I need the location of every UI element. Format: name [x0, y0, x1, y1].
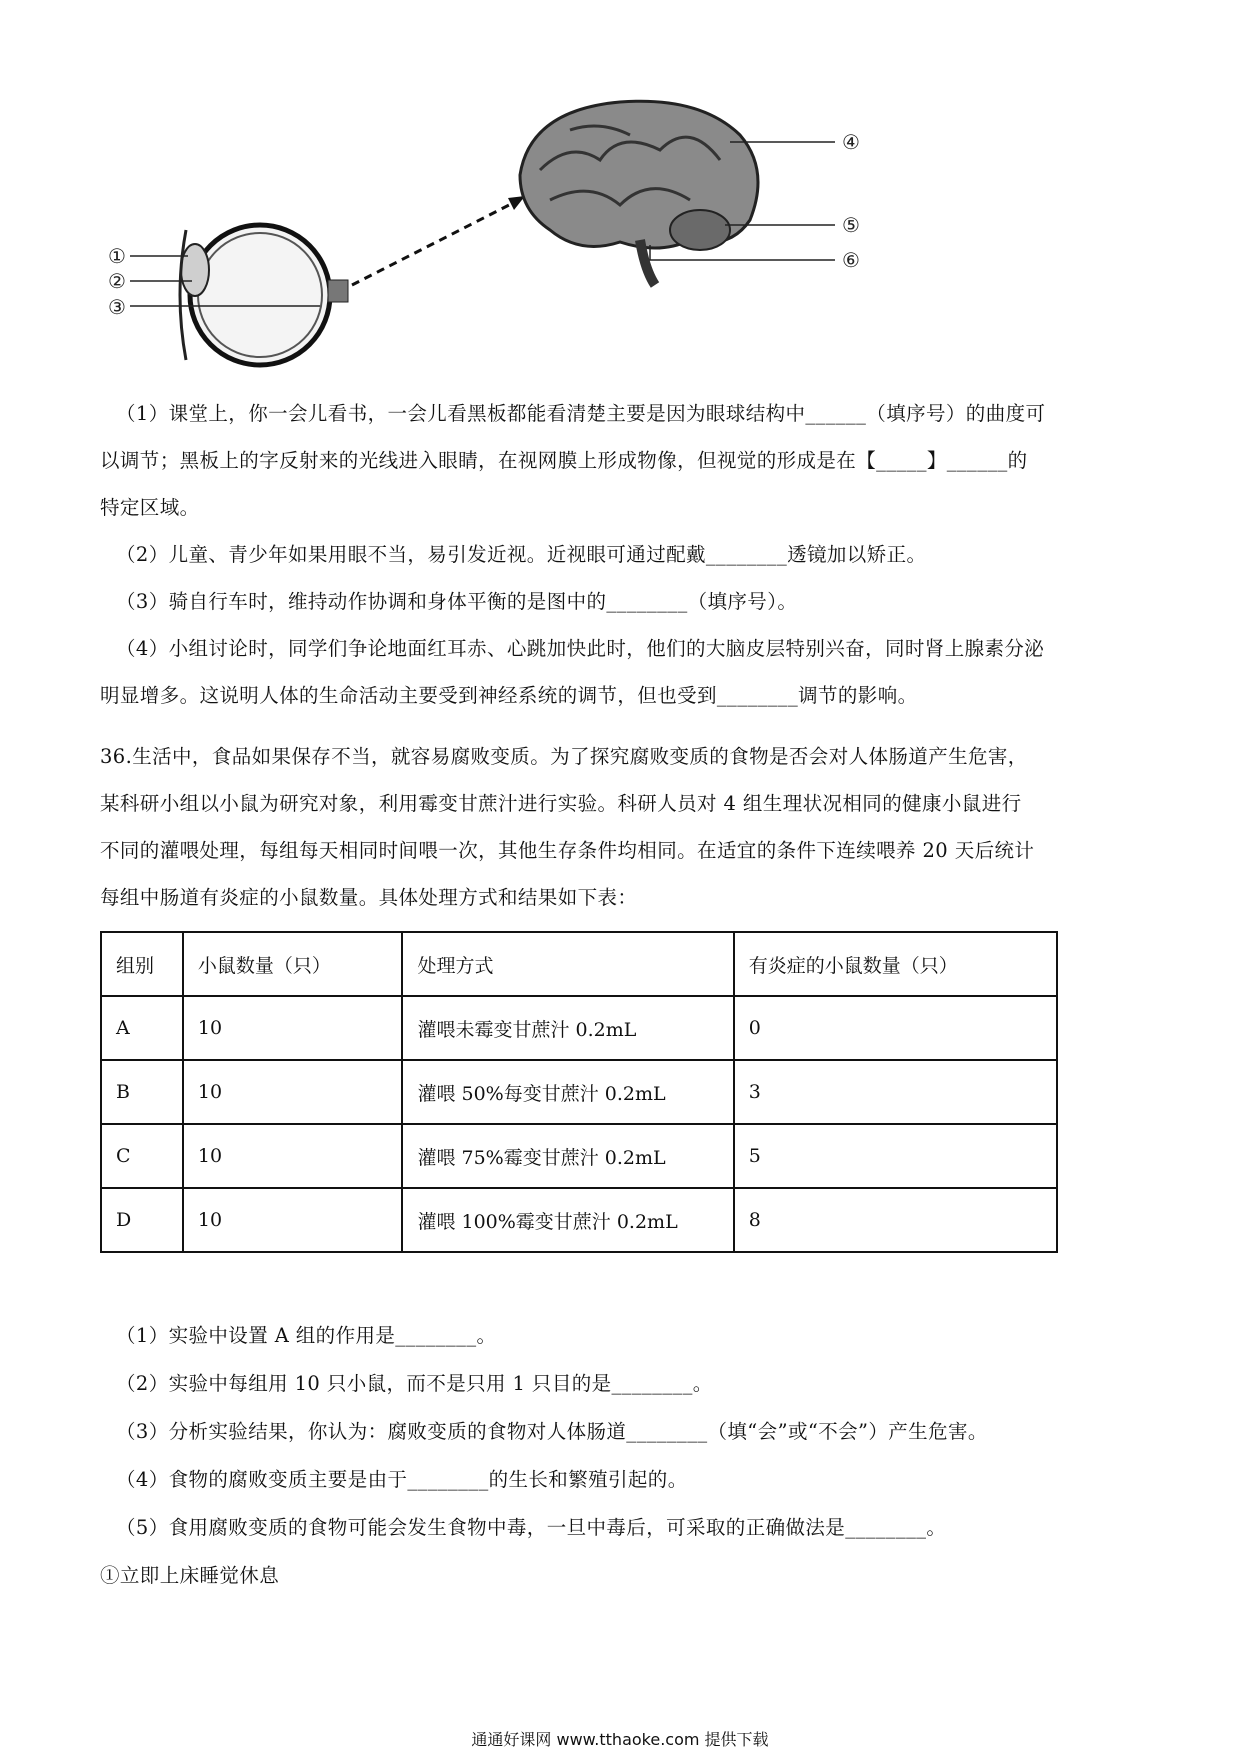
eye-illustration	[130, 225, 348, 365]
table-cell: 10	[183, 996, 403, 1060]
q36-option-1: ①立即上床睡觉休息	[100, 1564, 280, 1587]
q36-sub-3: （3）分析实验结果，你认为：腐败变质的食物对人体肠道________（填“会”或“不会”）产生危害。	[116, 1420, 988, 1443]
q35-p1-line1: （1）课堂上，你一会儿看书，一会儿看黑板都能看清楚主要是因为眼球结构中______（填序号）的曲度可	[116, 402, 1046, 425]
table-cell: 灌喂 100%霉变甘蔗汁 0.2mL	[402, 1188, 733, 1252]
table-row	[101, 1188, 1057, 1252]
q36-sub-1: （1）实验中设置 A 组的作用是________。	[116, 1324, 497, 1347]
table-header: 处理方式	[402, 932, 733, 996]
table-row	[101, 1124, 1057, 1188]
table-cell: 灌喂未霉变甘蔗汁 0.2mL	[402, 996, 733, 1060]
table-cell: 5	[734, 1124, 1057, 1188]
table-header: 有炎症的小鼠数量（只）	[734, 932, 1057, 996]
q36-subquestions	[100, 1312, 1136, 1600]
eye-brain-diagram	[100, 80, 880, 380]
table-cell: 10	[183, 1188, 403, 1252]
eye-label-1: ①	[108, 244, 126, 268]
q36-line4: 每组中肠道有炎症的小鼠数量。具体处理方式和结果如下表：	[100, 886, 638, 909]
q35-p1-line3: 特定区域。	[100, 496, 200, 519]
q36-sub-5: （5）食用腐败变质的食物可能会发生食物中毒，一旦中毒后，可采取的正确做法是________。	[116, 1516, 947, 1539]
q36-line2: 某科研小组以小鼠为研究对象，利用霉变甘蔗汁进行实验。科研人员对 4 组生理状况相同的健康小鼠进行	[100, 792, 1022, 815]
q36-sub-2: （2）实验中每组用 10 只小鼠，而不是只用 1 只目的是________。	[116, 1372, 713, 1395]
table-cell: 10	[183, 1060, 403, 1124]
q36-line1: 36.生活中，食品如果保存不当，就容易腐败变质。为了探究腐败变质的食物是否会对人体肠道产生危害，	[100, 745, 1028, 768]
q35-subquestions	[100, 390, 1136, 719]
experiment-table	[100, 931, 1058, 1253]
q35-p1-line2: 以调节；黑板上的字反射来的光线进入眼睛，在视网膜上形成物像，但视觉的形成是在【_____】______的	[100, 449, 1028, 472]
table-cell: B	[101, 1060, 183, 1124]
table-cell: A	[101, 996, 183, 1060]
table-cell: 0	[734, 996, 1057, 1060]
table-row	[101, 1060, 1057, 1124]
q36-line3: 不同的灌喂处理，每组每天相同时间喂一次，其他生存条件均相同。在适宜的条件下连续喂养 20 天后统计	[100, 839, 1035, 862]
table-cell: 8	[734, 1188, 1057, 1252]
dashed-arrow	[352, 202, 515, 285]
q35-p3: （3）骑自行车时，维持动作协调和身体平衡的是图中的________（填序号）。	[116, 590, 798, 613]
page-footer: 通通好课网 www.tthaoke.com 提供下载	[471, 1730, 769, 1749]
eye-label-2: ②	[108, 269, 126, 293]
table-cell: 10	[183, 1124, 403, 1188]
table-cell: 灌喂 75%霉变甘蔗汁 0.2mL	[402, 1124, 733, 1188]
table-cell: D	[101, 1188, 183, 1252]
brain-label-6: ⑥	[842, 248, 860, 272]
q35-p4-line1: （4）小组讨论时，同学们争论地面红耳赤、心跳加快此时，他们的大脑皮层特别兴奋，同时肾上腺素分泌	[116, 637, 1045, 660]
brain-illustration	[520, 101, 835, 285]
q35-p4-line2: 明显增多。这说明人体的生命活动主要受到神经系统的调节，但也受到________调节的影响。	[100, 684, 918, 707]
table-cell: 3	[734, 1060, 1057, 1124]
table-cell: C	[101, 1124, 183, 1188]
table-cell: 灌喂 50%每变甘蔗汁 0.2mL	[402, 1060, 733, 1124]
brain-label-4: ④	[842, 130, 860, 154]
table-header-row	[101, 932, 1057, 996]
eye-label-3: ③	[108, 295, 126, 319]
table-header: 小鼠数量（只）	[183, 932, 403, 996]
q36-sub-4: （4）食物的腐败变质主要是由于________的生长和繁殖引起的。	[116, 1468, 688, 1491]
q36-intro	[100, 733, 1140, 921]
table-header: 组别	[101, 932, 183, 996]
table-row	[101, 996, 1057, 1060]
brain-label-5: ⑤	[842, 213, 860, 237]
q35-p2: （2）儿童、青少年如果用眼不当，易引发近视。近视眼可通过配戴________透镜加以矫正。	[116, 543, 927, 566]
